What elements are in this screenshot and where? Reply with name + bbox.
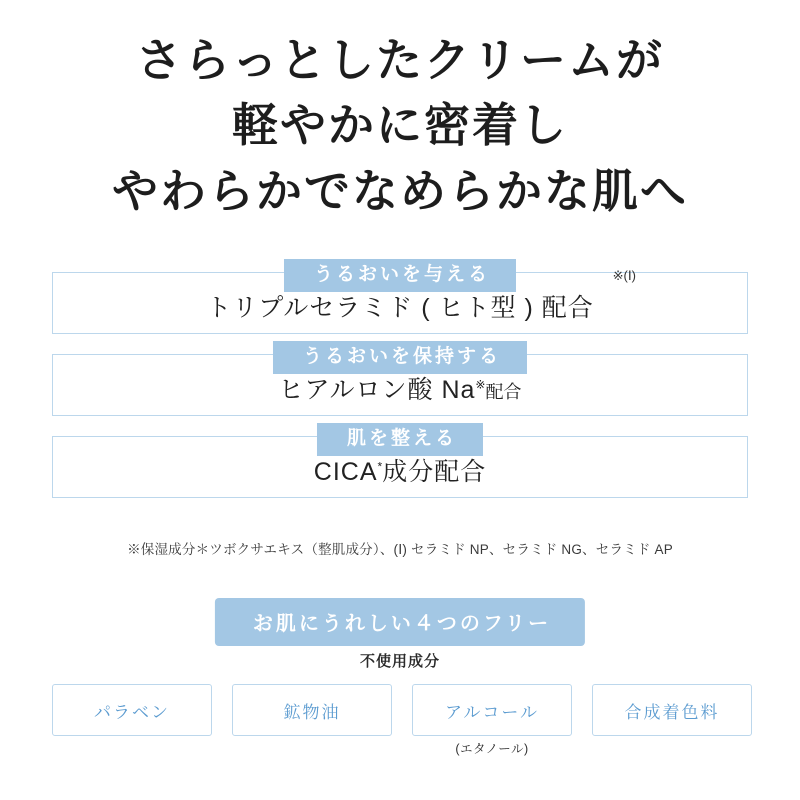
feature-list <box>52 264 748 518</box>
free-item-paraben <box>52 684 212 736</box>
free-item-synthetic-colorant <box>592 684 752 736</box>
feature-tag-2: うるおいを保持する <box>273 341 527 374</box>
free-item-mineral-oil <box>232 684 392 736</box>
free-item-note: (エタノール) <box>455 742 529 756</box>
feature-text-2-sup: ※ <box>475 377 486 392</box>
feature-text-3 <box>52 452 748 488</box>
feature-text-2-tail: 配合 <box>485 382 522 402</box>
headline-line-1: さらっとしたクリームが <box>136 34 664 86</box>
feature-text-3-sup: * <box>377 459 383 474</box>
feature-note-1: ※(Ⅰ) <box>612 268 636 283</box>
feature-text-3-tail: 成分配合 <box>382 458 487 486</box>
headline-line-2: 軽やかに密着し <box>232 99 568 152</box>
feature-row-1 <box>52 264 748 334</box>
free-item-list <box>52 684 752 756</box>
free-banner: お肌にうれしい４つのフリー <box>215 598 585 646</box>
free-item-alcohol <box>412 684 572 756</box>
feature-row-3 <box>52 428 748 498</box>
ingredient-footnote: ※保湿成分＊ツボクサエキス（整肌成分）、(Ⅰ) セラミド NP、セラミド NG、セラミド AP <box>127 542 673 557</box>
headline <box>0 28 800 224</box>
feature-text-1: トリプルセラミド ( ヒト型 ) 配合 <box>206 294 594 322</box>
feature-tag-1: うるおいを与える <box>284 259 516 292</box>
free-item-label: 合成着色料 <box>624 702 720 722</box>
free-sublabel: 不使用成分 <box>359 653 440 670</box>
feature-row-2 <box>52 346 748 416</box>
headline-line-3: やわらかでなめらかな肌へ <box>112 164 688 217</box>
free-item-label: パラベン <box>94 702 170 722</box>
feature-text-2-main: ヒアルロン酸 Na <box>278 376 476 404</box>
free-item-label: 鉱物油 <box>283 702 341 722</box>
free-item-label: アルコール <box>445 702 539 722</box>
feature-text-3-main: CICA <box>313 458 378 486</box>
feature-tag-3: 肌を整える <box>317 423 483 456</box>
feature-text-2 <box>52 370 748 406</box>
